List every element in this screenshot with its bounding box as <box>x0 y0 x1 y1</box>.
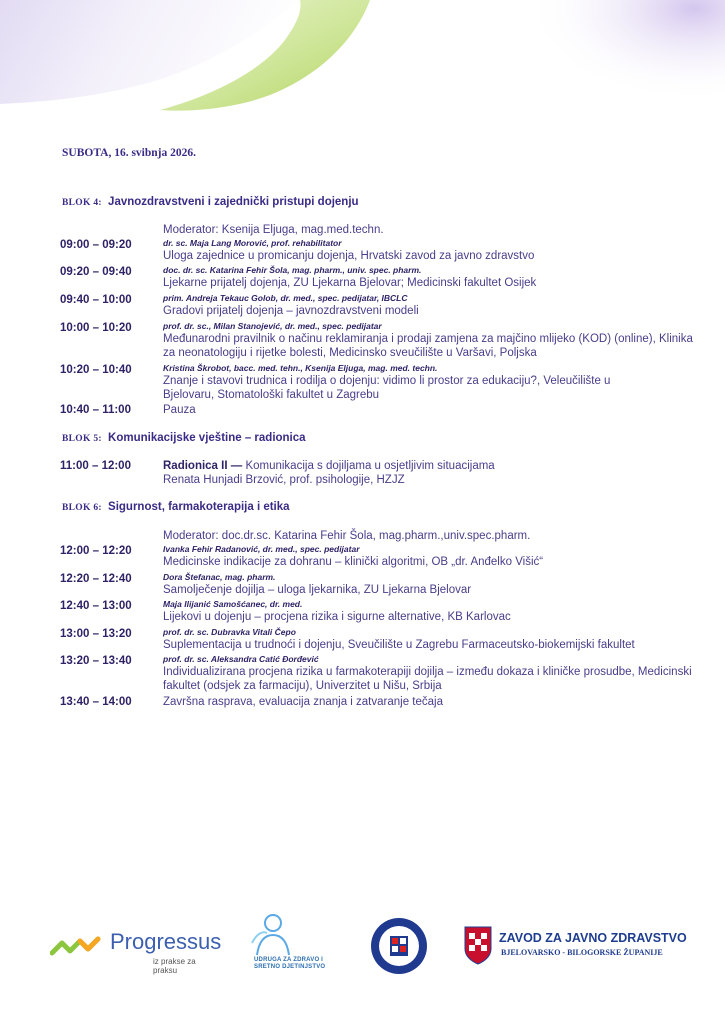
program-date: SUBOTA, 16. svibnja 2026. <box>62 147 196 159</box>
session-speaker: doc. dr. sc. Katarina Fehir Šola, mag. pharm., univ. spec. pharm. <box>163 265 422 275</box>
child-silhouette-icon <box>249 913 299 957</box>
block-5-title: Komunikacijske vještine – radionica <box>108 432 306 444</box>
session-title: Međunarodni pravilnik o načinu reklamiranja i prodaji zamjena za majčino mlijeko (KOD) (online), Klinika za neonatologiju i rijetke bolesti, Medicinsko sveučilište u Varšavi, Poljska <box>163 333 693 359</box>
session-time: 10:20 – 10:40 <box>60 364 132 376</box>
block-5-label: BLOK 5: <box>62 434 102 444</box>
session-time: 13:00 – 13:20 <box>60 628 132 640</box>
veleuciliste-seal-icon <box>370 917 428 975</box>
session-speaker: Dora Štefanac, mag. pharm. <box>163 572 276 582</box>
udruga-logo <box>244 913 344 983</box>
session-speaker: Maja Ilijanić Samošćanec, dr. med. <box>163 599 303 609</box>
session-time: 10:00 – 10:20 <box>60 322 132 334</box>
session-time: 12:40 – 13:00 <box>60 600 132 612</box>
session-title: Završna rasprava, evaluacija znanja i zatvaranje tečaja <box>163 696 443 708</box>
session-time: 09:40 – 10:00 <box>60 294 132 306</box>
udruga-name: UDRUGA ZA ZDRAVO I SRETNO DJETINJSTVO <box>254 957 326 970</box>
session-time: 13:20 – 13:40 <box>60 655 132 667</box>
session-speaker: prim. Andreja Tekauc Golob, dr. med., spec. pedijatar, IBCLC <box>163 293 408 303</box>
block-5-heading <box>62 432 306 444</box>
session-speaker: dr. sc. Maja Lang Morović, prof. rehabilitator <box>163 238 342 248</box>
session-title: Gradovi prijatelj dojenja – javnozdravstveni modeli <box>163 305 419 317</box>
session-title: Individualizirana procjena rizika u farmakoterapiji dojilja – između dokaza i kliničke prosudbe, Medicinski fakultet (odsjek za farmaciju), Univerzitet u Nišu, Srbija <box>163 666 692 692</box>
session-speaker: prof. dr. sc., Milan Stanojević, dr. med., spec. pedijatar <box>163 321 382 331</box>
workshop-topic: Komunikacija s dojiljama u osjetljivim situacijama <box>242 460 495 472</box>
progressus-name: Progressus <box>110 929 222 954</box>
session-time: 09:00 – 09:20 <box>60 239 132 251</box>
session-title: Medicinske indikacije za dohranu – klinički algoritmi, OB „dr. Anđelko Višić“ <box>163 556 544 568</box>
session-title: Pauza <box>163 404 196 416</box>
block-6-heading <box>62 501 290 513</box>
session-speaker: Ivanka Fehir Radanović, dr. med., spec. pedijatar <box>163 544 360 554</box>
session-speaker: Kristina Škrobot, bacc. med. tehn., Ksenija Eljuga, mag. med. techn. <box>163 363 438 373</box>
session-speaker: prof. dr. sc. Dubravka Vitali Čepo <box>163 627 296 637</box>
progressus-logo <box>50 925 222 975</box>
session-speaker: prof. dr. sc. Aleksandra Catić Đorđević <box>163 654 319 664</box>
session-title: Lijekovi u dojenju – procjena rizika i sigurne alternative, KB Karlovac <box>163 611 511 623</box>
zzjz-logo <box>463 923 693 968</box>
block-4-label: BLOK 4: <box>62 198 102 208</box>
session-title: Samolječenje dojilja – uloga ljekarnika, ZU Ljekarna Bjelovar <box>163 584 472 596</box>
session-title: Ljekarne prijatelj dojenja, ZU Ljekarna Bjelovar; Medicinski fakultet Osijek <box>163 277 537 289</box>
coat-of-arms-icon <box>463 925 493 965</box>
workshop-name: Radionica II — <box>163 460 243 472</box>
session-time: 12:20 – 12:40 <box>60 573 132 585</box>
partner-logos <box>0 905 725 985</box>
veleuciliste-logo <box>370 917 428 975</box>
block-4-moderator: Moderator: Ksenija Eljuga, mag.med.techn. <box>163 224 384 236</box>
session-title: Uloga zajednice u promicanju dojenja, Hrvatski zavod za javno zdravstvo <box>163 250 535 262</box>
zzjz-name: ZAVOD ZA JAVNO ZDRAVSTVO <box>499 931 687 945</box>
zzjz-county: BJELOVARSKO - BILOGORSKE ŽUPANIJE <box>501 948 663 957</box>
block-6-title: Sigurnost, farmakoterapija i etika <box>108 501 290 513</box>
progressus-wave-icon <box>50 935 106 959</box>
block-6-label: BLOK 6: <box>62 503 102 513</box>
block-4-title: Javnozdravstveni i zajednički pristupi dojenju <box>108 196 359 208</box>
block-6-moderator: Moderator: doc.dr.sc. Katarina Fehir Šola, mag.pharm.,univ.spec.pharm. <box>163 530 531 542</box>
session-time: 13:40 – 14:00 <box>60 696 132 708</box>
progressus-tagline: iz prakse za praksu <box>153 957 196 975</box>
workshop-lead: Renata Hunjadi Brzović, prof. psihologije, HZJZ <box>163 474 405 486</box>
session-title: Suplementacija u trudnoći i dojenju, Sveučilište u Zagrebu Farmaceutsko-biokemijski fakultet <box>163 639 635 651</box>
session-time: 10:40 – 11:00 <box>60 404 131 416</box>
session-time: 12:00 – 12:20 <box>60 545 132 557</box>
block-4-heading <box>62 196 359 208</box>
session-time: 11:00 – 12:00 <box>60 460 131 472</box>
session-title: Znanje i stavovi trudnica i rodilja o dojenju: vidimo li prostor za edukaciju?, Veleučilište u Bjelovaru, Stomatološki fakultet u Zagrebu <box>163 375 611 401</box>
session-time: 09:20 – 09:40 <box>60 266 132 278</box>
